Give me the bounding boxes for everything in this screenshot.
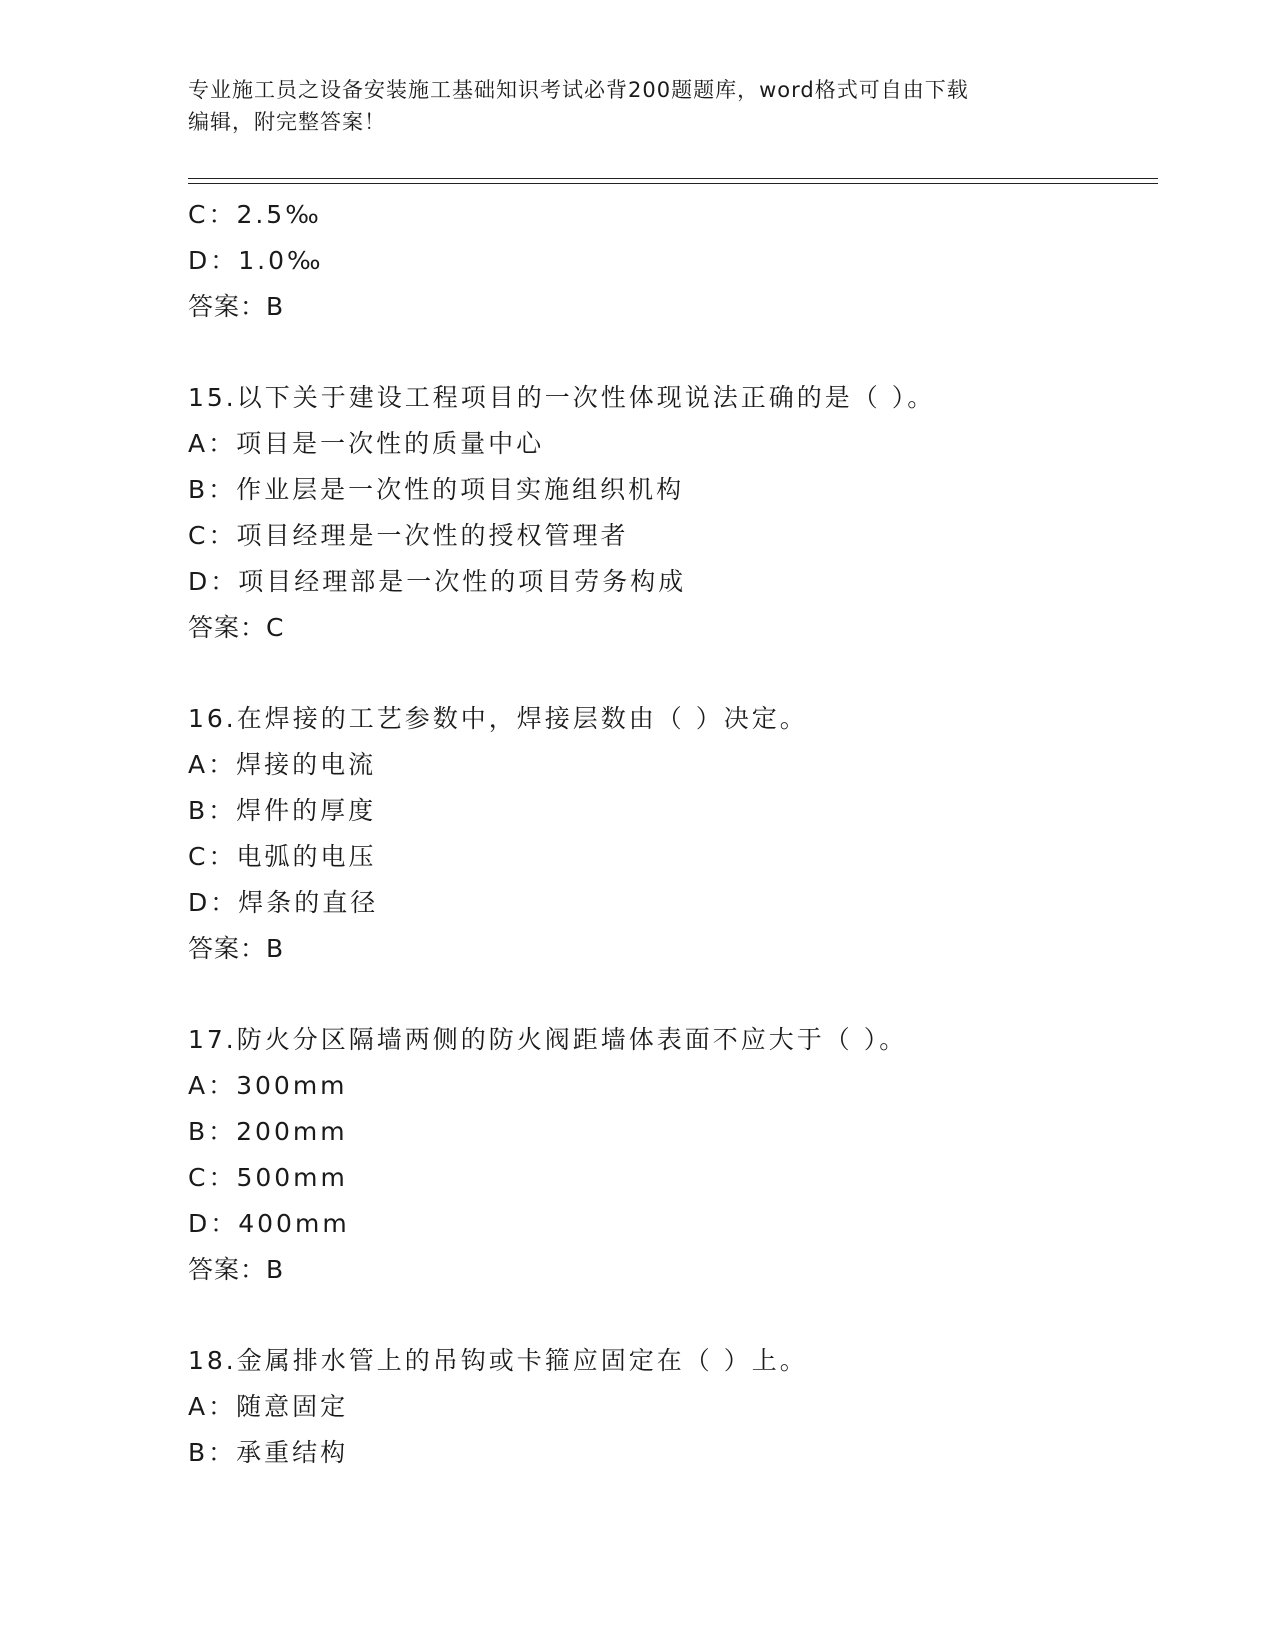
question-stem: 16.在焊接的工艺参数中，焊接层数由（ ）决定。 (188, 704, 808, 733)
option-a: A：焊接的电流 (188, 750, 377, 779)
option-c: C：2.5‰ (188, 200, 322, 229)
option-c: C：电弧的电压 (188, 842, 377, 871)
option-a: A：随意固定 (188, 1392, 349, 1421)
spacer (188, 972, 1148, 1017)
question-stem: 15.以下关于建设工程项目的一次性体现说法正确的是（ ）。 (188, 383, 936, 412)
answer-line: 答案：B (188, 292, 285, 321)
question-list (188, 192, 1148, 1476)
option-b: B：焊件的厚度 (188, 796, 377, 825)
header-divider-bottom (188, 183, 1158, 184)
option-a: A：项目是一次性的质量中心 (188, 429, 545, 458)
question-stem: 18.金属排水管上的吊钩或卡箍应固定在（ ）上。 (188, 1346, 808, 1375)
header-divider-top (188, 178, 1158, 179)
option-c: C：500mm (188, 1163, 348, 1192)
answer-line: 答案：B (188, 934, 285, 963)
option-d: D：400mm (188, 1209, 350, 1238)
answer-line: 答案：B (188, 1255, 285, 1284)
header-title-line-1: 专业施工员之设备安装施工基础知识考试必背200题题库，word格式可自由下载 (188, 78, 969, 102)
question-17 (188, 1017, 1148, 1293)
question-14-continued (188, 192, 1148, 330)
option-b: B：承重结构 (188, 1438, 349, 1467)
question-15 (188, 375, 1148, 651)
question-16 (188, 696, 1148, 972)
option-c: C：项目经理是一次性的授权管理者 (188, 521, 629, 550)
spacer (188, 1293, 1148, 1338)
option-b: B：作业层是一次性的项目实施组织机构 (188, 475, 685, 504)
spacer (188, 651, 1148, 696)
option-d: D：项目经理部是一次性的项目劳务构成 (188, 567, 687, 596)
answer-line: 答案：C (188, 613, 285, 642)
question-18 (188, 1338, 1148, 1476)
option-d: D：焊条的直径 (188, 888, 379, 917)
option-b: B：200mm (188, 1117, 348, 1146)
header-title-line-2: 编辑，附完整答案！ (188, 110, 386, 134)
option-a: A：300mm (188, 1071, 348, 1100)
document-header (188, 74, 1088, 138)
option-d: D：1.0‰ (188, 246, 324, 275)
question-stem: 17.防火分区隔墙两侧的防火阀距墙体表面不应大于（ ）。 (188, 1025, 908, 1054)
spacer (188, 330, 1148, 375)
